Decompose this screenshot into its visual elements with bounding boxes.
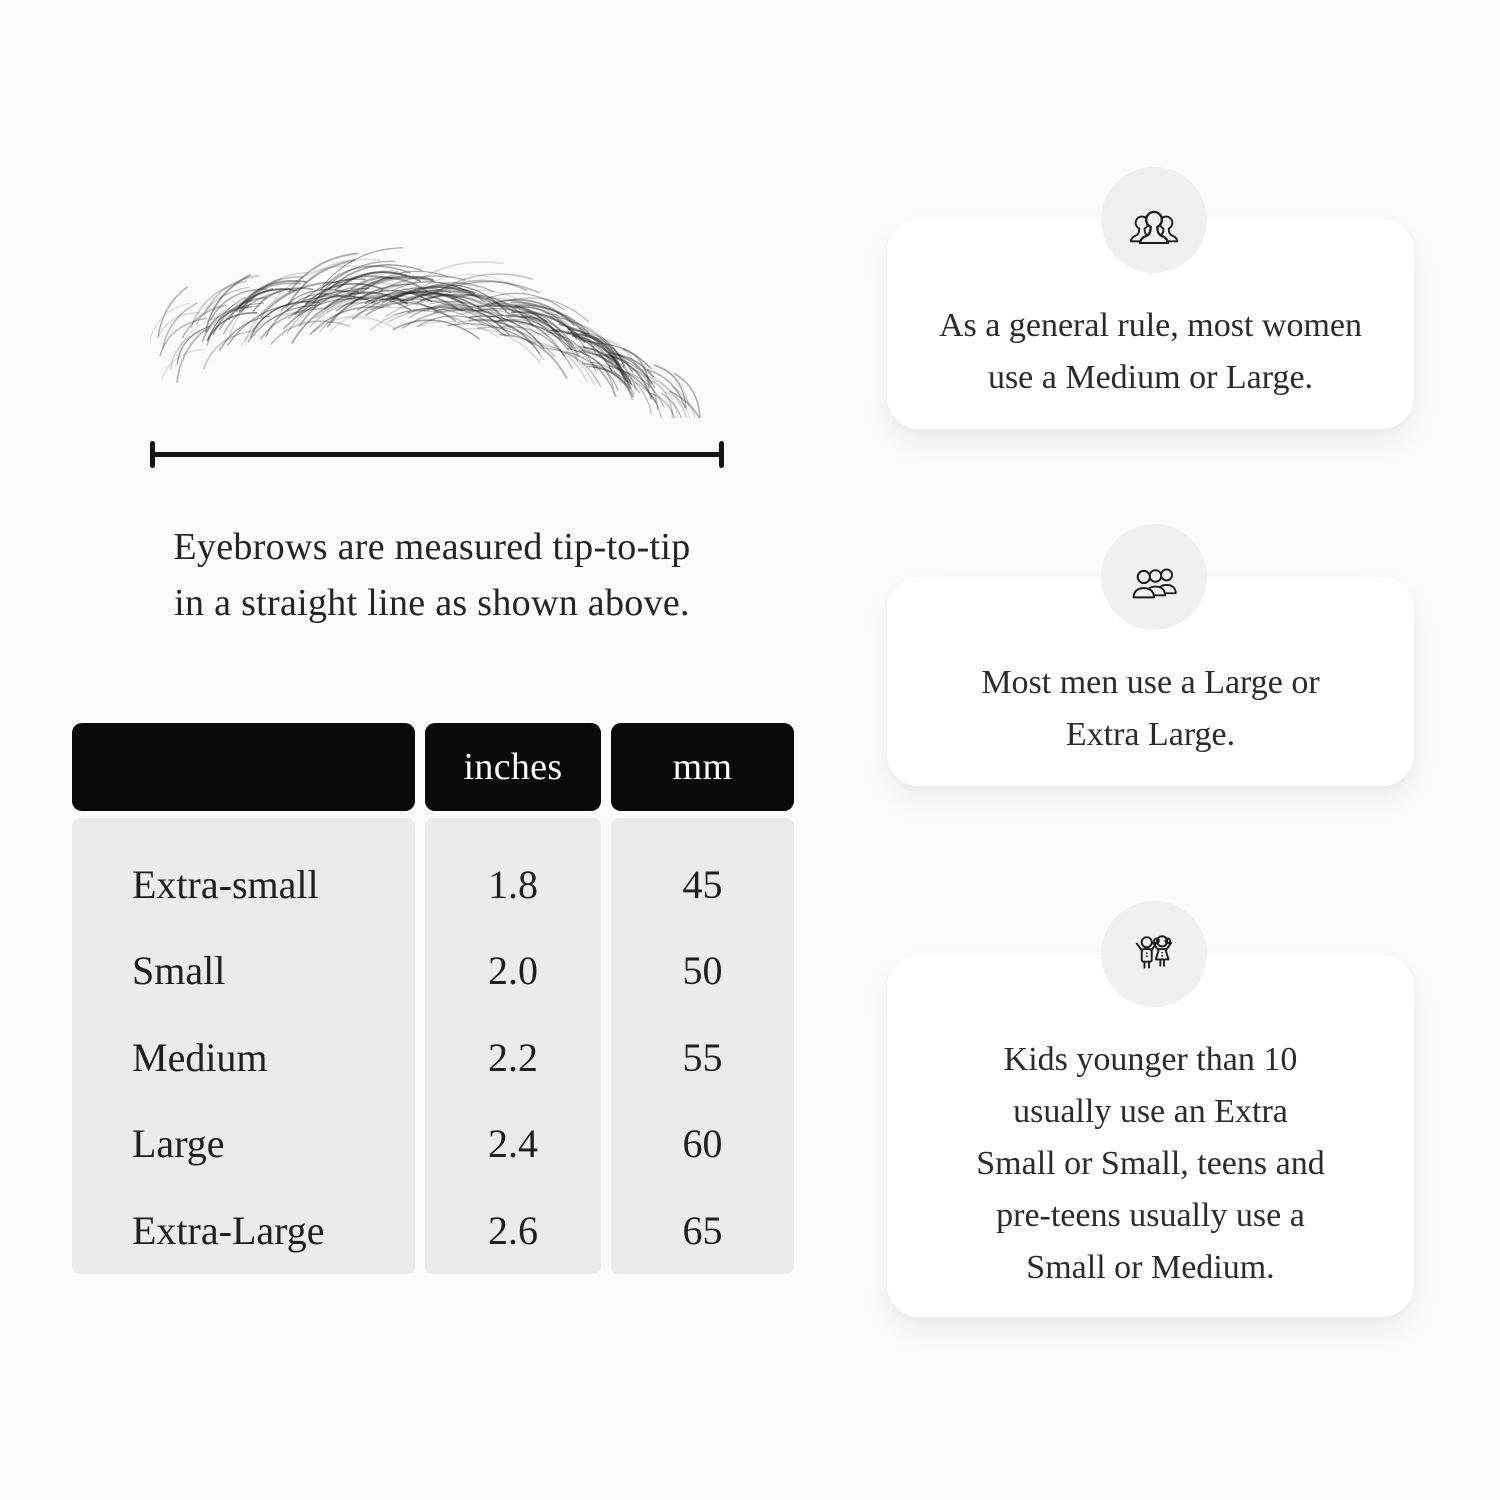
eyebrow-sketch-svg — [140, 223, 730, 418]
measurement-line-bar — [150, 452, 724, 457]
table-cell-mm: 60 — [682, 1121, 723, 1167]
table-cell-mm: 50 — [682, 948, 723, 994]
size-table-header-inches: inches — [425, 723, 601, 811]
women-group-icon — [1123, 197, 1185, 244]
table-cell-inches: 2.6 — [488, 1207, 538, 1253]
table-cell-mm: 55 — [682, 1034, 723, 1080]
caption-line-2: in a straight line as shown above. — [174, 582, 690, 624]
size-table-header-size — [72, 723, 415, 811]
size-table-header-mm: mm — [611, 723, 794, 811]
card-men-line-1: Most men use a Large or — [981, 664, 1320, 701]
measurement-line-right-cap — [719, 441, 724, 468]
measurement-caption — [102, 519, 762, 631]
measurement-line — [150, 441, 724, 468]
size-table-column-sizes — [72, 818, 415, 1274]
size-table — [72, 723, 794, 1274]
table-cell-inches: 2.4 — [488, 1121, 538, 1167]
card-women-line-2: use a Medium or Large. — [987, 358, 1314, 396]
info-card-kids — [887, 955, 1414, 1317]
eyebrow-illustration — [140, 223, 730, 418]
table-row-label: Large — [132, 1121, 225, 1167]
caption-line-1: Eyebrows are measured tip-to-tip — [173, 526, 691, 568]
table-row-label: Small — [132, 948, 226, 994]
table-cell-mm: 45 — [682, 861, 723, 907]
table-cell-mm: 65 — [682, 1207, 723, 1253]
card-kids-line-5: Small or Medium. — [1026, 1248, 1275, 1286]
table-cell-inches: 1.8 — [488, 861, 538, 907]
card-women-line-1: As a general rule, most women — [939, 306, 1362, 344]
card-kids-line-3: Small or Small, teens and — [976, 1144, 1325, 1182]
size-table-column-inches — [425, 818, 601, 1274]
women-icon-circle — [1101, 167, 1207, 273]
table-cell-inches: 2.2 — [488, 1034, 538, 1080]
table-cell-inches: 2.0 — [488, 948, 538, 994]
kids-icon — [1125, 925, 1183, 983]
table-row-label: Extra-Large — [132, 1207, 325, 1253]
men-group-icon — [1123, 554, 1185, 601]
size-table-column-mm — [611, 818, 794, 1274]
card-men-line-2: Extra Large. — [1065, 716, 1236, 753]
table-row-label: Extra-small — [132, 861, 319, 907]
men-icon-circle — [1101, 524, 1207, 630]
card-kids-line-4: pre-teens usually use a — [996, 1196, 1305, 1234]
card-kids-line-2: usually use an Extra — [1013, 1092, 1288, 1130]
table-row-label: Medium — [132, 1034, 268, 1080]
card-kids-line-1: Kids younger than 10 — [1003, 1040, 1298, 1078]
kids-icon-circle — [1101, 901, 1207, 1007]
